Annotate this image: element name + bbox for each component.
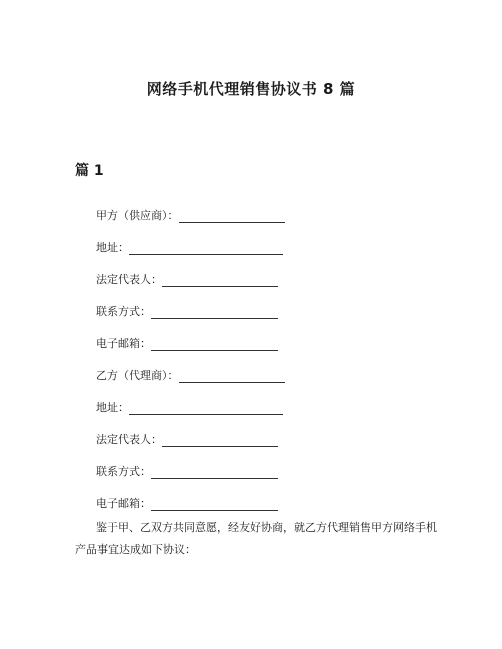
field-label: 电子邮箱： (96, 337, 151, 350)
fill-in-blank (151, 307, 278, 319)
agent-email-field (96, 497, 278, 511)
supplier-contact-field (96, 305, 278, 319)
supplier-email-field (96, 337, 278, 351)
fill-in-blank (179, 371, 285, 383)
field-label: 地址： (96, 401, 129, 414)
field-label: 地址： (96, 241, 129, 254)
section-heading: 篇 1 (75, 163, 104, 179)
supplier-legal-rep-field (96, 273, 278, 287)
supplier-address-field (96, 241, 283, 255)
field-label: 联系方式： (96, 465, 151, 478)
intro-paragraph: 鉴于甲、乙双方共同意愿，经友好协商，就乙方代理销售甲方网络手机产品事宜达成如下协议： (75, 521, 437, 556)
agent-address-field (96, 401, 283, 415)
fill-in-blank (179, 211, 285, 223)
fill-in-blank (151, 499, 278, 511)
fill-in-blank (162, 435, 278, 447)
fill-in-blank (129, 403, 283, 415)
field-label: 法定代表人： (96, 433, 162, 446)
field-label: 甲方（供应商）： (96, 209, 179, 222)
agent-legal-rep-field (96, 433, 278, 447)
field-label: 乙方（代理商）： (96, 369, 179, 382)
field-label: 电子邮箱： (96, 497, 151, 510)
agent-name-field (96, 369, 285, 383)
fill-in-blank (129, 243, 283, 255)
fill-in-blank (162, 275, 278, 287)
agent-contact-field (96, 465, 278, 479)
fill-in-blank (151, 467, 278, 479)
field-label: 法定代表人： (96, 273, 162, 286)
fill-in-blank (151, 339, 278, 351)
field-label: 联系方式： (96, 305, 151, 318)
document-title: 网络手机代理销售协议书 8 篇 (146, 80, 356, 98)
supplier-name-field (96, 209, 285, 223)
